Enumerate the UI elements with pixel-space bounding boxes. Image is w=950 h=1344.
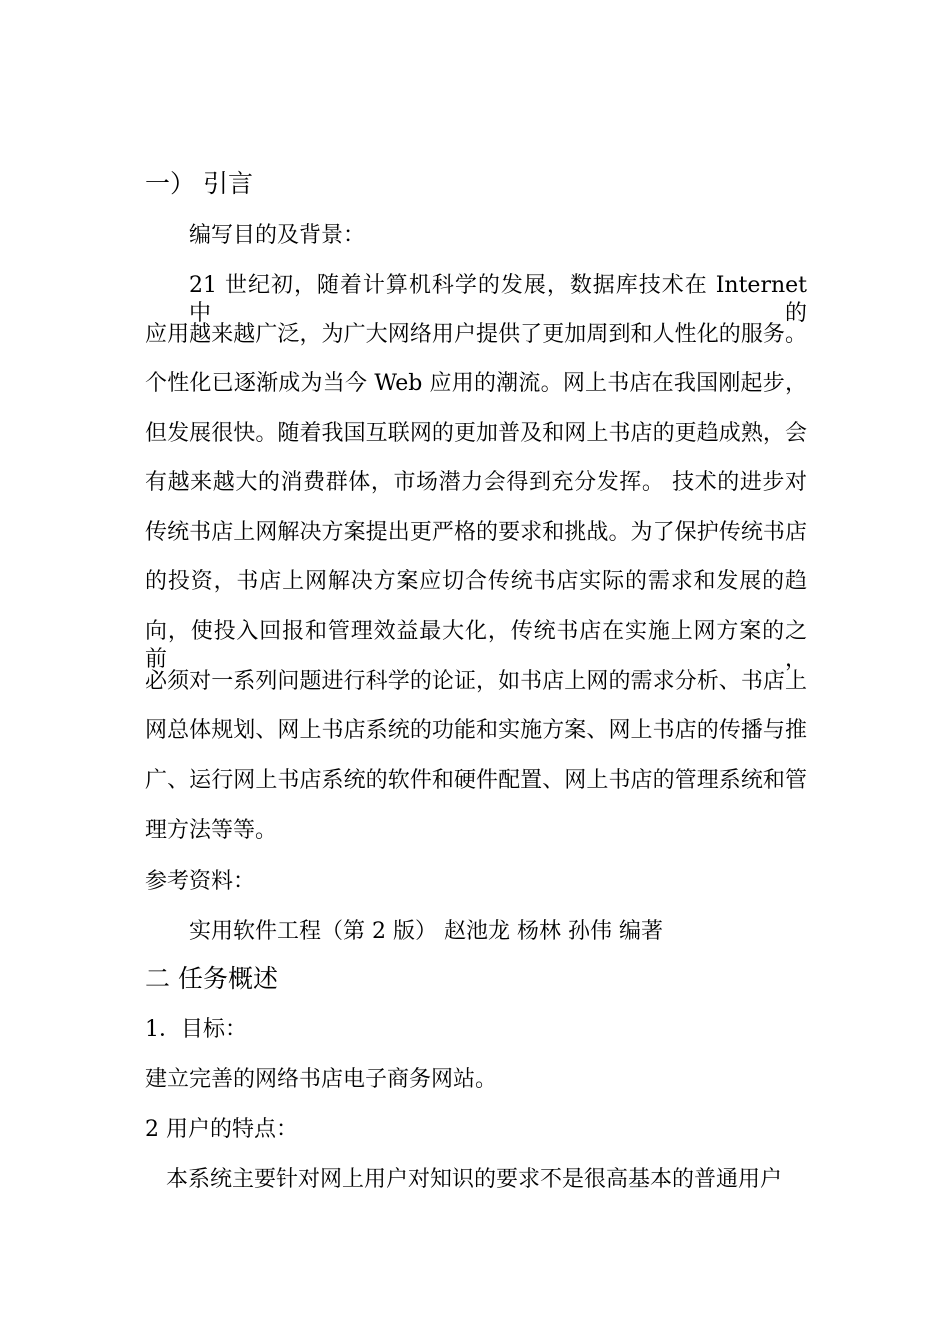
user-characteristics-text: 本系统主要针对网上用户对知识的要求不是很高基本的普通用户 [166,1167,783,1192]
intro-paragraph-line: 个性化已逐渐成为当今 Web 应用的潮流。网上书店在我国刚起步， [145,371,807,396]
intro-paragraph-line: 理方法等等。 [145,818,278,843]
intro-paragraph-line: 但发展很快。随着我国互联网的更加普及和网上书店的更趋成熟，会 [145,421,807,446]
goal-label: 1．目标： [145,1017,247,1042]
intro-paragraph-line: 必须对一系列问题进行科学的论证，如书店上网的需求分析、书店上 [145,669,807,694]
purpose-label: 编写目的及背景： [189,223,366,248]
section-heading-task-overview: 二 任务概述 [145,964,278,993]
intro-paragraph-line: 有越来越大的消费群体，市场潜力会得到充分发挥。 技术的进步对 [145,470,807,495]
reference-label: 参考资料： [145,869,256,894]
intro-paragraph-line: 网总体规划、网上书店系统的功能和实施方案、网上书店的传播与推 [145,718,807,743]
intro-paragraph-line: 应用越来越广泛，为广大网络用户提供了更加周到和人性化的服务。 [145,322,807,347]
intro-paragraph-line: 向，使投入回报和管理效益最大化，传统书店在实施上网方案的之前， [145,619,807,672]
user-characteristics-label: 2 用户的特点： [145,1117,298,1142]
intro-paragraph-line: 传统书店上网解决方案提出更严格的要求和挑战。为了保护传统书店 [145,520,807,545]
intro-paragraph-line: 广、运行网上书店系统的软件和硬件配置、网上书店的管理系统和管 [145,768,807,793]
intro-paragraph-line: 的投资，书店上网解决方案应切合传统书店实际的需求和发展的趋 [145,569,807,594]
section-heading-introduction: 一） 引言 [145,169,253,198]
reference-item: 实用软件工程（第 2 版） 赵池龙 杨林 孙伟 编著 [189,919,663,944]
intro-paragraph-line: 21 世纪初，随着计算机科学的发展，数据库技术在 Internet 中的 [189,273,807,326]
goal-text: 建立完善的网络书店电子商务网站。 [145,1067,498,1092]
